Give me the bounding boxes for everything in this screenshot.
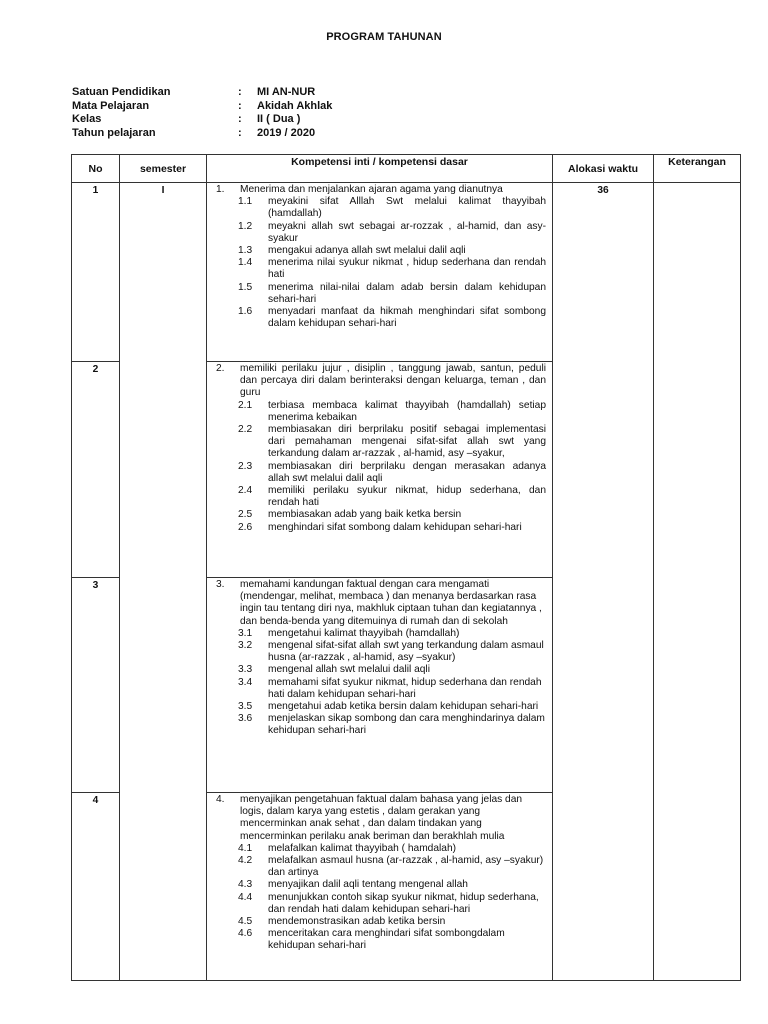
sub-text: mendemonstrasikan adab ketika bersin xyxy=(268,916,446,928)
sub-text: menerima nilai syukur nikmat , hidup sederhana dan rendah hati xyxy=(268,257,546,281)
sub-competency xyxy=(238,461,546,485)
sub-number: 1.5 xyxy=(238,281,253,293)
sub-text: memiliki perilaku syukur nikmat, hidup sederhana, dan rendah hati xyxy=(268,485,546,509)
sub-number: 2.3 xyxy=(238,460,253,472)
sub-text: meyakini sifat Alllah Swt melalui kalimat thayyibah (hamdallah) xyxy=(268,196,546,220)
meta-label: Kelas xyxy=(72,113,102,125)
sub-number: 3.2 xyxy=(238,640,253,652)
meta-colon: : xyxy=(238,86,242,98)
competency-main xyxy=(211,579,546,628)
sub-competency xyxy=(238,916,546,928)
competency-number: 4. xyxy=(216,794,225,805)
meta-value: Akidah Akhlak xyxy=(257,99,333,112)
competency-cell xyxy=(207,362,553,578)
sub-competency xyxy=(238,628,546,640)
competency-text: memahami kandungan faktual dengan cara mengamati (mendengar, melihat, membaca ) dan menanya berdasarkan rasa ingin tau tentang diri nya, makhluk ciptaan tuhan dan kegiatannya , dan benda-benda yang ditemuinya di rumah dan di sekolah xyxy=(240,579,542,627)
sub-competency xyxy=(238,928,546,952)
sub-number: 3.3 xyxy=(238,664,253,676)
sub-number: 1.6 xyxy=(238,306,253,318)
sub-competency xyxy=(238,196,546,220)
header-semester: semester xyxy=(120,155,207,183)
sub-text: menjelaskan sikap sombong dan cara menghindarinya dalam kehidupan sehari-hari xyxy=(268,713,545,737)
identity-block xyxy=(72,86,332,140)
header-keterangan: Keterangan xyxy=(654,155,741,183)
meta-value: 2019 / 2020 xyxy=(257,126,316,139)
row-number: 1 xyxy=(72,183,120,362)
meta-row-satuan xyxy=(72,86,332,100)
meta-label: Mata Pelajaran xyxy=(72,99,150,112)
competency-number: 1. xyxy=(216,184,225,195)
sub-competency xyxy=(238,843,546,855)
meta-row-kelas xyxy=(72,113,332,127)
header-kompetensi: Kompetensi inti / kompetensi dasar xyxy=(207,155,553,183)
sub-text: menunjukkan contoh sikap syukur nikmat, hidup sederhana, dan rendah hati dalam kehidupan sehari-hari xyxy=(268,891,539,915)
sub-competency xyxy=(238,424,546,461)
sub-text: melafalkan asmaul husna (ar-razzak , al-hamid, asy –syakur) dan artinya xyxy=(268,855,544,879)
sub-competency xyxy=(238,400,546,424)
sub-number: 1.4 xyxy=(238,257,253,269)
sub-number: 4.4 xyxy=(238,891,253,903)
sub-competency xyxy=(238,713,546,737)
sub-number: 2.2 xyxy=(238,424,253,436)
sub-text: menceritakan cara menghindari sifat sombongdalam kehidupan sehari-hari xyxy=(268,928,505,952)
sub-number: 1.2 xyxy=(238,220,253,232)
sub-competency xyxy=(238,282,546,306)
meta-row-mapel xyxy=(72,100,332,114)
program-table xyxy=(71,154,741,981)
sub-number: 1.1 xyxy=(238,196,253,208)
sub-number: 2.5 xyxy=(238,509,253,521)
header-alokasi: Alokasi waktu xyxy=(553,155,654,183)
meta-colon: : xyxy=(238,99,242,112)
sub-text: menyadari manfaat da hikmah menghindari sifat sombong dalam kehidupan sehari-hari xyxy=(268,306,546,330)
sub-competency xyxy=(238,509,546,521)
competency-text: memiliki perilaku jujur , disiplin , tanggung jawab, santun, peduli dan percaya diri dalam berinteraksi dengan keluarga, teman , dan guru xyxy=(240,363,546,399)
table-row xyxy=(72,183,741,362)
row-number: 4 xyxy=(72,793,120,981)
meta-colon: : xyxy=(238,113,242,125)
header-no: No xyxy=(72,155,120,183)
sub-number: 1.3 xyxy=(238,245,253,257)
sub-text: menghindari sifat sombong dalam kehidupan sehari-hari xyxy=(268,521,522,533)
sub-number: 2.4 xyxy=(238,485,253,497)
sub-competency xyxy=(238,892,546,916)
sub-competency xyxy=(238,245,546,257)
sub-text: mengenal sifat-sifat allah swt yang terkandung dalam asmaul husna (ar-razzak , al-hamid, asy –syakur) xyxy=(268,640,544,664)
sub-text: menerima nilai-nilai dalam adab bersin dalam kehidupan sehari-hari xyxy=(268,281,546,305)
competency-main xyxy=(211,794,546,843)
table-header-row xyxy=(72,155,741,183)
sub-competency xyxy=(238,701,546,713)
competency-text: menyajikan pengetahuan faktual dalam bahasa yang jelas dan logis, dalam karya yang estetis , dalam gerakan yang mencerminkan anak sehat , dan dalam tindakan yang mencerminkan perilaku anak beriman dan berakhlah mulia xyxy=(240,794,523,842)
sub-competency xyxy=(238,640,546,664)
sub-number: 4.2 xyxy=(238,855,253,867)
keterangan-cell xyxy=(654,183,741,981)
meta-label: Satuan Pendidikan xyxy=(72,86,171,98)
sub-text: memahami sifat syukur nikmat, hidup sederhana dan rendah hati dalam kehidupan sehari-hari xyxy=(268,676,542,700)
sub-competency xyxy=(238,485,546,509)
competency-cell xyxy=(207,793,553,981)
sub-competency xyxy=(238,664,546,676)
sub-text: membiasakan diri berprilaku dengan merasakan adanya allah swt melalui dalil aqli xyxy=(268,460,546,484)
sub-number: 3.4 xyxy=(238,676,253,688)
sub-text: terbiasa membaca kalimat thayyibah (hamdallah) setiap menerima kebaikan xyxy=(268,399,546,423)
meta-label: Tahun pelajaran xyxy=(72,126,156,139)
sub-text: mengenal allah swt melalui dalil aqli xyxy=(268,664,430,676)
sub-number: 2.1 xyxy=(238,399,253,411)
sub-text: mengakui adanya allah swt melalui dalil aqli xyxy=(268,245,466,257)
sub-competency xyxy=(238,306,546,330)
row-number: 2 xyxy=(72,362,120,578)
document-title: PROGRAM TAHUNAN xyxy=(326,31,442,43)
meta-value: II ( Dua ) xyxy=(257,113,301,125)
competency-number: 2. xyxy=(216,363,225,374)
sub-number: 4.6 xyxy=(238,928,253,940)
competency-text: Menerima dan menjalankan ajaran agama yang dianutnya xyxy=(240,184,503,195)
competency-cell xyxy=(207,183,553,362)
competency-main xyxy=(211,184,546,196)
sub-competency xyxy=(238,677,546,701)
competency-main xyxy=(211,363,546,400)
sub-number: 3.1 xyxy=(238,627,253,639)
competency-cell xyxy=(207,578,553,793)
sub-text: membiasakan adab yang baik ketka bersin xyxy=(268,509,462,521)
sub-text: mengetahui kalimat thayyibah (hamdallah) xyxy=(268,627,460,639)
meta-row-tahun xyxy=(72,127,332,141)
sub-number: 4.3 xyxy=(238,879,253,891)
sub-competency xyxy=(238,221,546,245)
meta-colon: : xyxy=(238,126,242,139)
sub-number: 4.5 xyxy=(238,916,253,928)
row-number: 3 xyxy=(72,578,120,793)
semester-cell: I xyxy=(120,183,207,981)
sub-competency xyxy=(238,257,546,281)
sub-competency xyxy=(238,855,546,879)
competency-number: 3. xyxy=(216,579,225,590)
sub-number: 3.5 xyxy=(238,701,253,713)
sub-competency xyxy=(238,879,546,891)
meta-value: MI AN-NUR xyxy=(257,86,316,98)
sub-number: 2.6 xyxy=(238,521,253,533)
sub-competency xyxy=(238,522,546,534)
sub-number: 4.1 xyxy=(238,842,253,854)
sub-number: 3.6 xyxy=(238,713,253,725)
sub-text: melafalkan kalimat thayyibah ( hamdalah) xyxy=(268,842,456,854)
sub-text: membiasakan diri berprilaku positif sebagai implementasi dari pemahaman mengenai sifat-sifat allah swt yang terkandung dalam ar-razzak , al-hamid, asy –syakur, xyxy=(268,424,546,460)
sub-text: mengetahui adab ketika bersin dalam kehidupan sehari-hari xyxy=(268,701,539,713)
alokasi-cell: 36 xyxy=(553,183,654,981)
sub-text: menyajikan dalil aqli tentang mengenal allah xyxy=(268,879,468,891)
sub-text: meyakni allah swt sebagai ar-rozzak , al-hamid, dan asy-syakur xyxy=(268,220,546,244)
